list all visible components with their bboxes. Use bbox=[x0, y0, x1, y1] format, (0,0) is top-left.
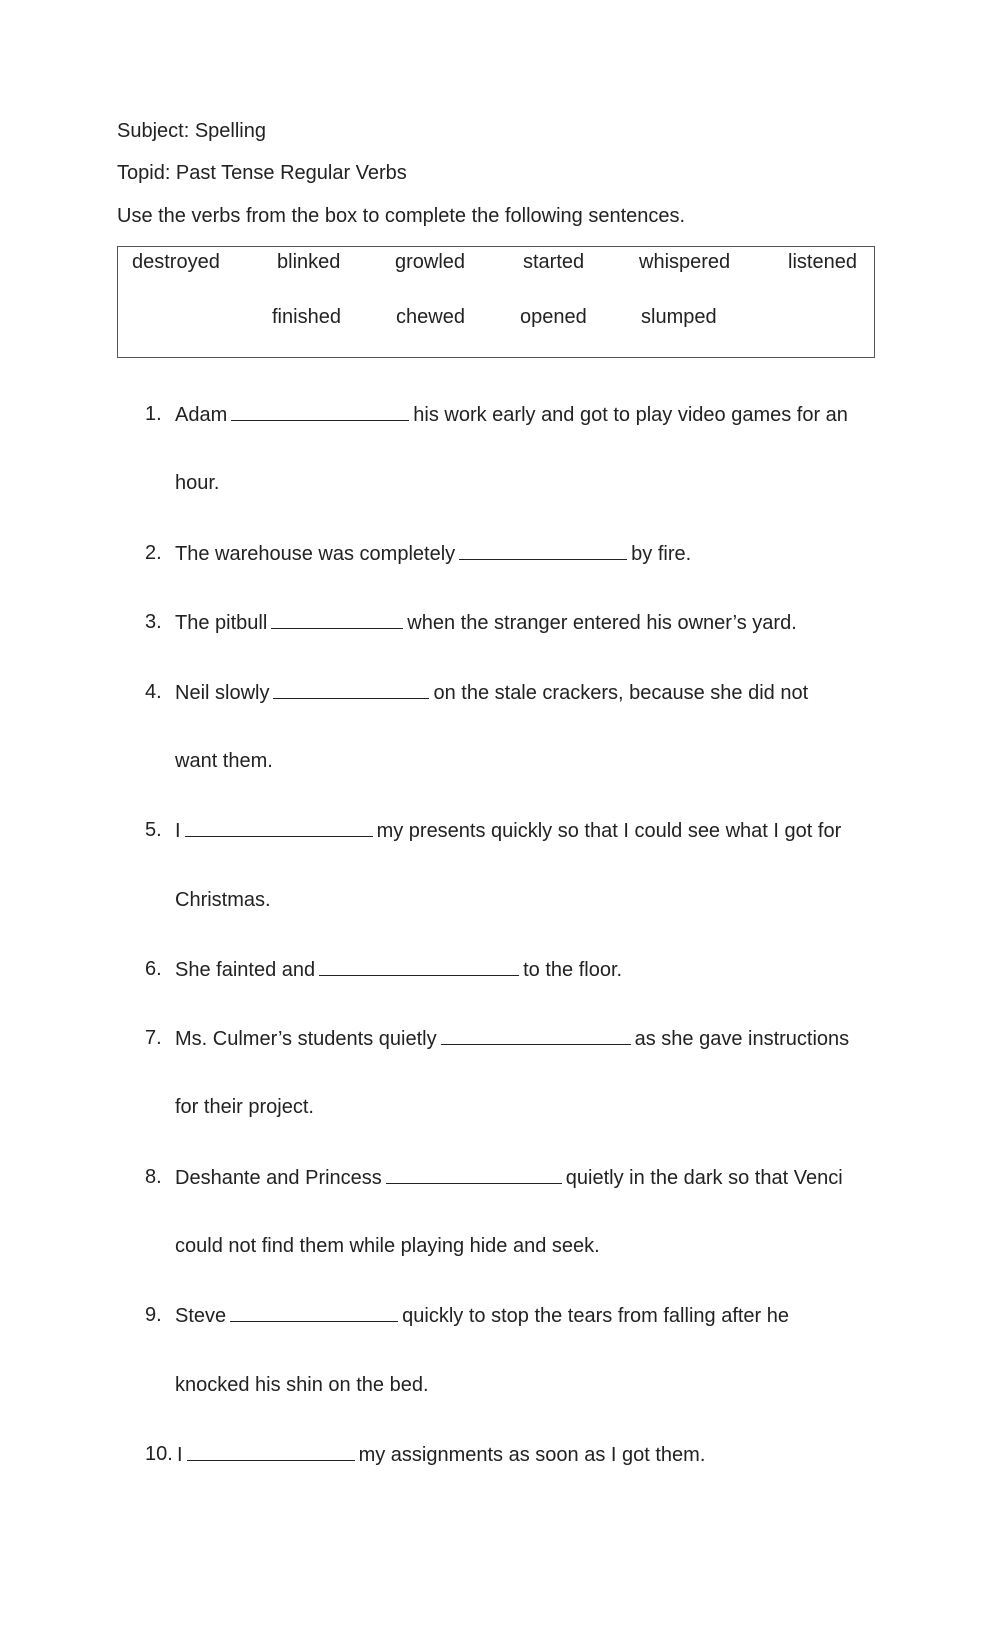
question-number: 6. bbox=[145, 958, 162, 980]
question-text-before: Deshante and Princess bbox=[175, 1167, 382, 1189]
question-text-after: when the stranger entered his owner’s yard. bbox=[407, 612, 797, 634]
question-text-before: Adam bbox=[175, 404, 228, 426]
question-number: 1. bbox=[145, 403, 162, 425]
word-bank-word: finished bbox=[272, 306, 341, 328]
question-text-after: my assignments as soon as I got them. bbox=[358, 1444, 706, 1466]
answer-blank[interactable] bbox=[319, 957, 519, 976]
answer-blank[interactable] bbox=[230, 1303, 398, 1322]
question-text-after: his work early and got to play video games for an bbox=[413, 404, 848, 426]
question-text-before: Neil slowly bbox=[175, 682, 270, 704]
question-text-before: The pitbull bbox=[175, 612, 268, 634]
word-bank-word: blinked bbox=[277, 251, 341, 273]
question-continuation: want them. bbox=[175, 750, 273, 772]
answer-blank[interactable] bbox=[441, 1026, 631, 1045]
question-7 bbox=[175, 1026, 849, 1051]
question-text-before: I bbox=[177, 1444, 183, 1466]
question-continuation: Christmas. bbox=[175, 889, 271, 911]
question-text-after: as she gave instructions bbox=[634, 1028, 850, 1050]
answer-blank[interactable] bbox=[185, 818, 373, 837]
question-8 bbox=[175, 1165, 843, 1190]
answer-blank[interactable] bbox=[187, 1442, 355, 1461]
question-4 bbox=[175, 680, 808, 705]
question-continuation: hour. bbox=[175, 472, 220, 494]
question-continuation: knocked his shin on the bed. bbox=[175, 1374, 429, 1396]
question-2 bbox=[175, 541, 691, 566]
instruction-line: Use the verbs from the box to complete the following sentences. bbox=[117, 205, 686, 227]
question-text-after: my presents quickly so that I could see what I got for bbox=[376, 820, 842, 842]
answer-blank[interactable] bbox=[386, 1165, 562, 1184]
question-text-after: on the stale crackers, because she did not bbox=[433, 682, 809, 704]
word-bank-word: chewed bbox=[396, 306, 465, 328]
word-bank-word: listened bbox=[788, 251, 857, 273]
question-number: 4. bbox=[145, 681, 162, 703]
word-bank-word: opened bbox=[520, 306, 587, 328]
word-bank-word: growled bbox=[395, 251, 466, 273]
question-text-before: I bbox=[175, 820, 181, 842]
question-5 bbox=[175, 818, 841, 843]
answer-blank[interactable] bbox=[231, 402, 409, 421]
question-text-before: The warehouse was completely bbox=[175, 543, 456, 565]
question-number: 3. bbox=[145, 611, 162, 633]
question-number: 9. bbox=[145, 1304, 162, 1326]
word-bank-word: whispered bbox=[639, 251, 731, 273]
question-10 bbox=[177, 1442, 705, 1467]
answer-blank[interactable] bbox=[273, 680, 429, 699]
question-text-before: Steve bbox=[175, 1305, 227, 1327]
word-bank-box bbox=[117, 246, 875, 358]
question-text-after: quietly in the dark so that Venci bbox=[565, 1167, 843, 1189]
question-number: 7. bbox=[145, 1027, 162, 1049]
question-number: 2. bbox=[145, 542, 162, 564]
subject-line: Subject: Spelling bbox=[117, 120, 266, 142]
question-text-after: by fire. bbox=[631, 543, 692, 565]
question-6 bbox=[175, 957, 622, 982]
question-number: 8. bbox=[145, 1166, 162, 1188]
question-text-after: quickly to stop the tears from falling after he bbox=[402, 1305, 790, 1327]
word-bank-word: destroyed bbox=[132, 251, 220, 273]
question-text-before: She fainted and bbox=[175, 959, 316, 981]
answer-blank[interactable] bbox=[459, 541, 627, 560]
question-1 bbox=[175, 402, 848, 427]
question-number: 10. bbox=[145, 1443, 173, 1465]
question-text-after: to the floor. bbox=[523, 959, 623, 981]
word-bank-word: slumped bbox=[641, 306, 717, 328]
question-continuation: could not find them while playing hide and seek. bbox=[175, 1235, 600, 1257]
topic-line: Topid: Past Tense Regular Verbs bbox=[117, 162, 407, 184]
answer-blank[interactable] bbox=[271, 610, 403, 629]
question-text-before: Ms. Culmer’s students quietly bbox=[175, 1028, 437, 1050]
question-9 bbox=[175, 1303, 789, 1328]
question-3 bbox=[175, 610, 797, 635]
question-number: 5. bbox=[145, 819, 162, 841]
question-continuation: for their project. bbox=[175, 1096, 314, 1118]
word-bank-word: started bbox=[523, 251, 585, 273]
